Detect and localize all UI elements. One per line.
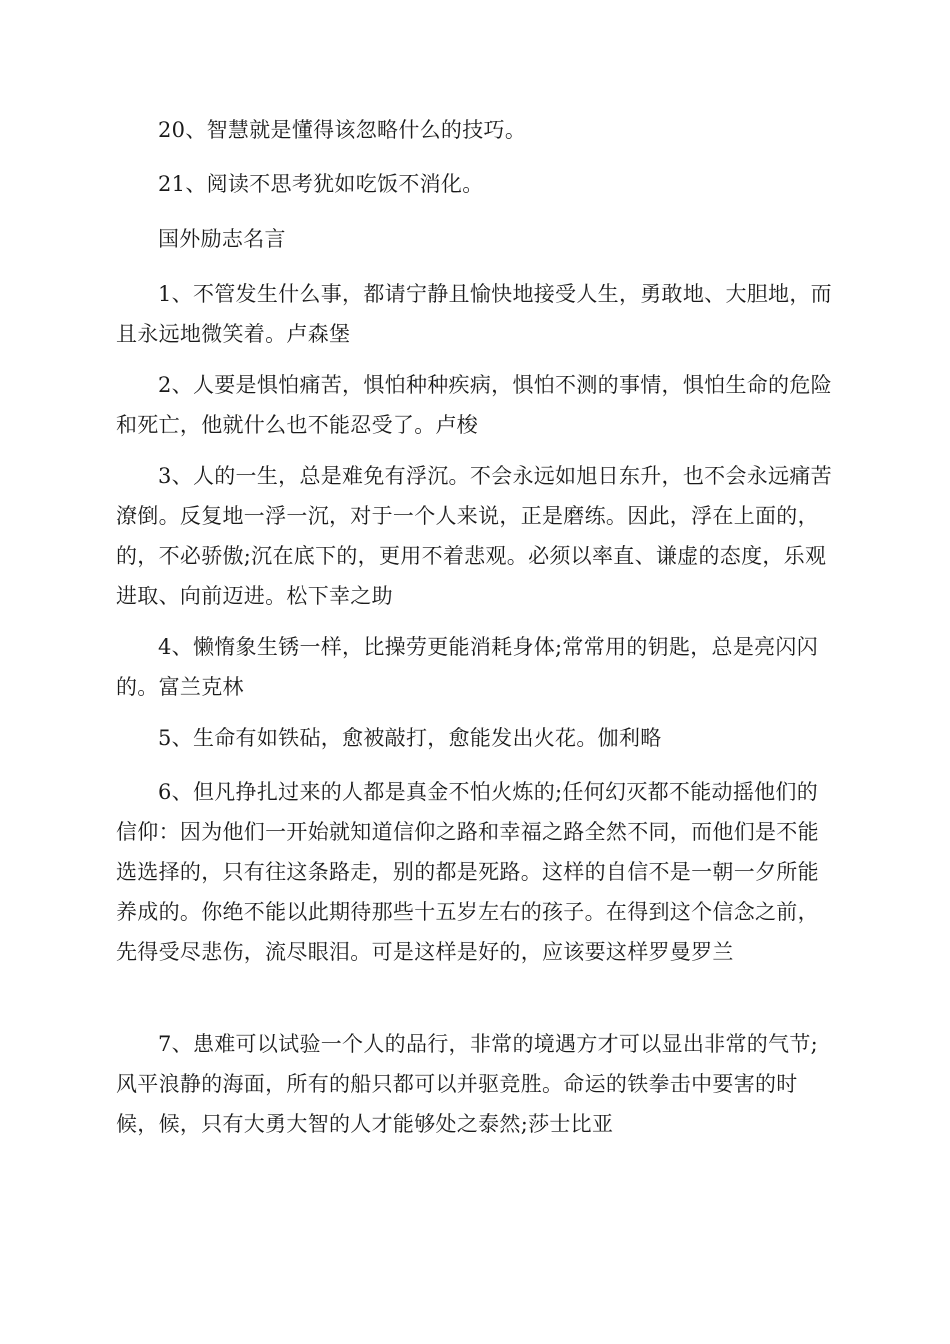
section-heading: 国外励志名言 xyxy=(158,227,286,251)
foreign-quote-5: 5、生命有如铁砧，愈被敲打，愈能发出火花。伽利略 xyxy=(158,726,662,750)
foreign-quote-1: 1、不管发生什么事，都请宁静且愉快地接受人生，勇敢地、大胆地，而且永远地微笑着。卢森堡 xyxy=(116,282,832,346)
quote-20: 20、智慧就是懂得该忽略什么的技巧。 xyxy=(158,118,527,142)
quote-21: 21、阅读不思考犹如吃饭不消化。 xyxy=(158,172,484,196)
foreign-quote-6: 6、但凡挣扎过来的人都是真金不怕火炼的;任何幻灭都不能动摇他们的信仰：因为他们一开始就知道信仰之路和幸福之路全然不同，而他们是不能选选择的，只有往这条路走，别的都是死路。这样的自信不是一朝一夕所能养成的。你绝不能以此期待那些十五岁左右的孩子。在得到这个信念之前，先得受尽悲伤，流尽眼泪。可是这样是好的，应该要这样罗曼罗兰 xyxy=(116,780,819,964)
foreign-quote-7: 7、患难可以试验一个人的品行，非常的境遇方才可以显出非常的气节;风平浪静的海面，所有的船只都可以并驱竞胜。命运的铁拳击中要害的时候，候，只有大勇大智的人才能够处之泰然;莎士比亚 xyxy=(116,1032,819,1136)
foreign-quote-4: 4、懒惰象生锈一样，比操劳更能消耗身体;常常用的钥匙，总是亮闪闪的。富兰克林 xyxy=(116,635,819,699)
foreign-quote-3: 3、人的一生，总是难免有浮沉。不会永远如旭日东升，也不会永远痛苦潦倒。反复地一浮一沉，对于一个人来说，正是磨练。因此，浮在上面的，的，不必骄傲;沉在底下的，更用不着悲观。必须以率直、谦虚的态度，乐观进取、向前迈进。松下幸之助 xyxy=(116,464,832,608)
foreign-quote-2: 2、人要是惧怕痛苦，惧怕种种疾病，惧怕不测的事情，惧怕生命的危险和死亡，他就什么也不能忍受了。卢梭 xyxy=(116,373,832,437)
